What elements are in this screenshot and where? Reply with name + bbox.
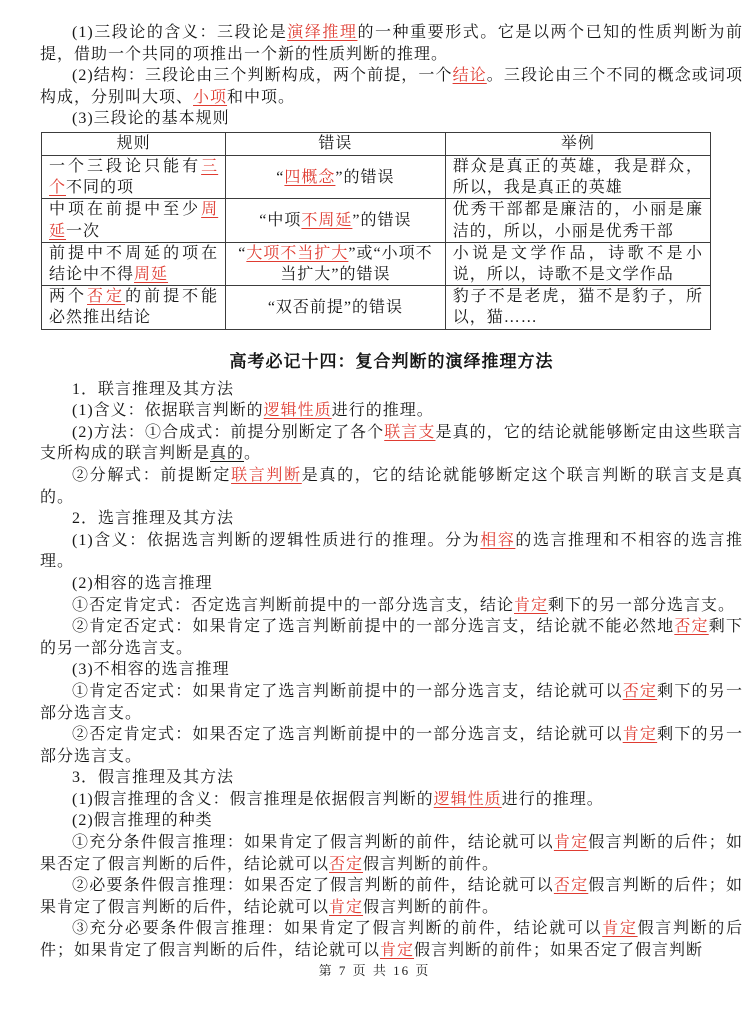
text-run: 剩下的另一部分选言支。	[40, 726, 743, 765]
text-run: “	[238, 244, 247, 262]
text-run: “双否前提”的错误	[267, 298, 404, 316]
paragraph	[40, 595, 743, 617]
section-heading	[40, 347, 743, 372]
text-run: 一个三段论只能有	[49, 157, 202, 175]
table-cell	[226, 286, 446, 329]
emphasis-term: 肯定	[514, 596, 549, 614]
text-run: 假言判断的前件。	[363, 855, 500, 873]
text-run: 剩下的另一部分选言支。	[548, 596, 736, 614]
paragraph	[40, 508, 743, 530]
paragraph	[40, 422, 743, 465]
paragraph	[40, 724, 743, 767]
table-row	[42, 286, 711, 329]
text-run: 进行的推理。	[331, 402, 434, 420]
paragraph	[40, 918, 743, 961]
table-cell	[42, 199, 226, 242]
text-run: 2．选言推理及其方法	[72, 510, 235, 528]
text-run: 剩下的另一部分选言支。	[40, 682, 743, 722]
text-run: (1)假言推理的含义：假言推理是依据假言判断的	[72, 790, 434, 808]
paragraph	[40, 108, 743, 130]
table-cell	[445, 286, 710, 329]
text-run: ①充分条件假言推理：如果肯定了假言判断的前件，结论就可以	[72, 834, 554, 852]
emphasis-term: 结论	[452, 67, 487, 85]
paragraph	[40, 465, 743, 508]
paragraph	[40, 22, 743, 65]
emphasis-term: 否定	[622, 682, 658, 700]
table-row	[42, 199, 711, 242]
table-cell	[42, 242, 226, 285]
text-run: (2)假言推理的种类	[72, 812, 213, 830]
text-run: 是真的，它的结论就能够断定这个联言判断的联言支是真的。	[40, 466, 743, 506]
table-cell	[445, 199, 710, 242]
paragraph	[40, 681, 743, 724]
emphasis-term: 三个	[49, 157, 219, 197]
text-run: ”或“小项不当扩大”的错误	[280, 244, 433, 283]
text-run: 和中项。	[227, 88, 296, 106]
emphasis-term: 肯定	[553, 834, 589, 852]
emphasis-term: 否定	[674, 618, 709, 636]
text-run: 3．假言推理及其方法	[72, 769, 235, 787]
emphasis-term: 联言支	[384, 423, 436, 441]
syllogism-rules-table	[41, 132, 711, 330]
text-run: (1)三段论的含义：三段论是	[72, 24, 288, 41]
paragraph	[40, 875, 743, 918]
text-run: 假言判断的后件；如果肯定了假言判断的后件，结论就可以	[40, 877, 743, 916]
table-cell	[226, 199, 446, 242]
text-run: 假言判断的前件；如果否定了假言判断	[414, 942, 704, 960]
text-run: ②肯定否定式：如果肯定了选言判断前提中的一部分选言支，结论就不能必然地	[72, 618, 675, 636]
paragraph	[40, 573, 743, 595]
text-run: 假言判断的后件；如果肯定了假言判断的后件，结论就可以	[40, 920, 743, 960]
table-cell	[42, 286, 226, 329]
text-run: ③充分必要条件假言推理：如果肯定了假言判断的前件，结论就可以	[72, 920, 603, 938]
text-run: 一次	[66, 222, 101, 240]
text-run: 中项在前提中至少	[49, 201, 202, 219]
table-header-cell: 举例	[445, 132, 710, 155]
text-run: 的选言推理和不相容的选言推理。	[40, 531, 743, 571]
paragraph	[40, 659, 743, 681]
text-run: 1．联言推理及其方法	[72, 380, 235, 398]
text-run: 前提中不周延的项在结论中不得	[49, 244, 219, 283]
underlined-term: 真的	[210, 445, 245, 463]
paragraph	[40, 400, 743, 422]
table-cell	[226, 242, 446, 285]
table-cell	[445, 242, 710, 285]
emphasis-term: 小项	[193, 88, 228, 106]
text-run: 高考必记十四：复合判断的演绎推理方法	[229, 351, 554, 371]
paragraph	[40, 767, 743, 789]
emphasis-term: 演绎推理	[287, 24, 358, 41]
text-run: ①否定肯定式：否定选言判断前提中的一部分选言支，结论	[72, 596, 515, 614]
emphasis-term: 四概念	[284, 168, 336, 186]
text-run: ②必要条件假言推理：如果否定了假言判断的前件，结论就可以	[72, 877, 554, 895]
text-run: ”的错误	[352, 211, 412, 229]
text-run: 两个	[49, 288, 88, 306]
text-run: (1)含义：依据联言判断的	[72, 402, 264, 420]
emphasis-term: 周延	[134, 265, 169, 283]
emphasis-term: 否定	[87, 288, 126, 306]
page-footer: 第 7 页 共 16 页	[318, 963, 431, 978]
emphasis-term: 逻辑性质	[433, 790, 502, 808]
text-run: 。	[244, 445, 262, 463]
text-run: ②否定肯定式：如果否定了选言判断前提中的一部分选言支，结论就可以	[72, 726, 623, 744]
text-run: (1)含义：依据选言判断的逻辑性质进行的推理。分为	[72, 531, 481, 549]
paragraph	[40, 832, 743, 875]
table-cell	[226, 155, 446, 198]
table-cell	[42, 155, 226, 198]
paragraph	[40, 379, 743, 401]
text-run: (3)不相容的选言推理	[72, 661, 230, 679]
text-run: 的前提不能必然推出结论	[49, 288, 219, 327]
emphasis-term: 相容	[480, 531, 516, 549]
paragraph	[40, 810, 743, 832]
text-run: 是真的，它的结论就能够断定由这些联言支所构成的联言判断是	[40, 423, 743, 463]
text-run: 豹子不是老虎，猫不是豹子，所以，猫……	[452, 288, 703, 327]
paragraph	[40, 616, 743, 659]
emphasis-term: 不周延	[301, 211, 353, 229]
table-header-cell: 规则	[42, 132, 226, 155]
text-run: 假言判断的前件。	[363, 898, 500, 916]
text-run: (2)结构：三段论由三个判断构成，两个前提，一个	[72, 67, 453, 85]
document-body	[40, 22, 743, 962]
text-run: 不同的项	[66, 179, 135, 197]
text-run: “中项	[259, 211, 302, 229]
text-run: ①肯定否定式：如果肯定了选言判断前提中的一部分选言支，结论就可以	[72, 682, 623, 700]
text-run: ”的错误	[335, 168, 395, 186]
text-run: (3)三段论的基本规则	[72, 110, 230, 128]
paragraph	[40, 65, 743, 108]
table-cell	[445, 155, 710, 198]
emphasis-term: 否定	[329, 855, 364, 873]
paragraph	[40, 789, 743, 811]
text-run: 。三段论由三个不同的概念或词项构成，分别叫大项、	[40, 67, 743, 106]
emphasis-term: 逻辑性质	[263, 402, 332, 420]
text-run: (2)方法：①合成式：前提分别断定了各个	[72, 423, 385, 441]
table-row	[42, 242, 711, 285]
paragraph	[40, 530, 743, 573]
emphasis-term: 肯定	[622, 726, 658, 744]
text-run: 优秀干部都是廉洁的，小丽是廉洁的，所以，小丽是优秀干部	[452, 201, 703, 240]
emphasis-term: 大项不当扩大	[246, 244, 349, 262]
text-run: 群众是真正的英雄，我是群众，所以，我是真正的英雄	[452, 157, 703, 197]
table-header-cell: 错误	[226, 132, 446, 155]
text-run: 剩下的另一部分选言支。	[40, 618, 743, 657]
emphasis-term: 联言判断	[231, 466, 302, 484]
emphasis-term: 肯定	[602, 920, 638, 938]
table-row	[42, 155, 711, 198]
table-header-row	[42, 132, 711, 155]
text-run: 小说是文学作品，诗歌不是小说，所以，诗歌不是文学作品	[452, 244, 703, 283]
text-run: ②分解式：前提断定	[72, 466, 232, 484]
text-run: 进行的推理。	[501, 790, 604, 808]
emphasis-term: 否定	[553, 877, 589, 895]
text-run: “	[276, 168, 285, 186]
text-run: 的一种重要形式。它是以两个已知的性质判断为前提，借助一个共同的项推出一个新的性质判断的推理。	[40, 24, 743, 63]
emphasis-term: 周延	[49, 201, 219, 240]
text-run: 假言判断的后件；如果否定了假言判断的后件，结论就可以	[40, 834, 743, 873]
text-run: (2)相容的选言推理	[72, 574, 213, 592]
emphasis-term: 肯定	[380, 942, 415, 960]
emphasis-term: 肯定	[329, 898, 364, 916]
